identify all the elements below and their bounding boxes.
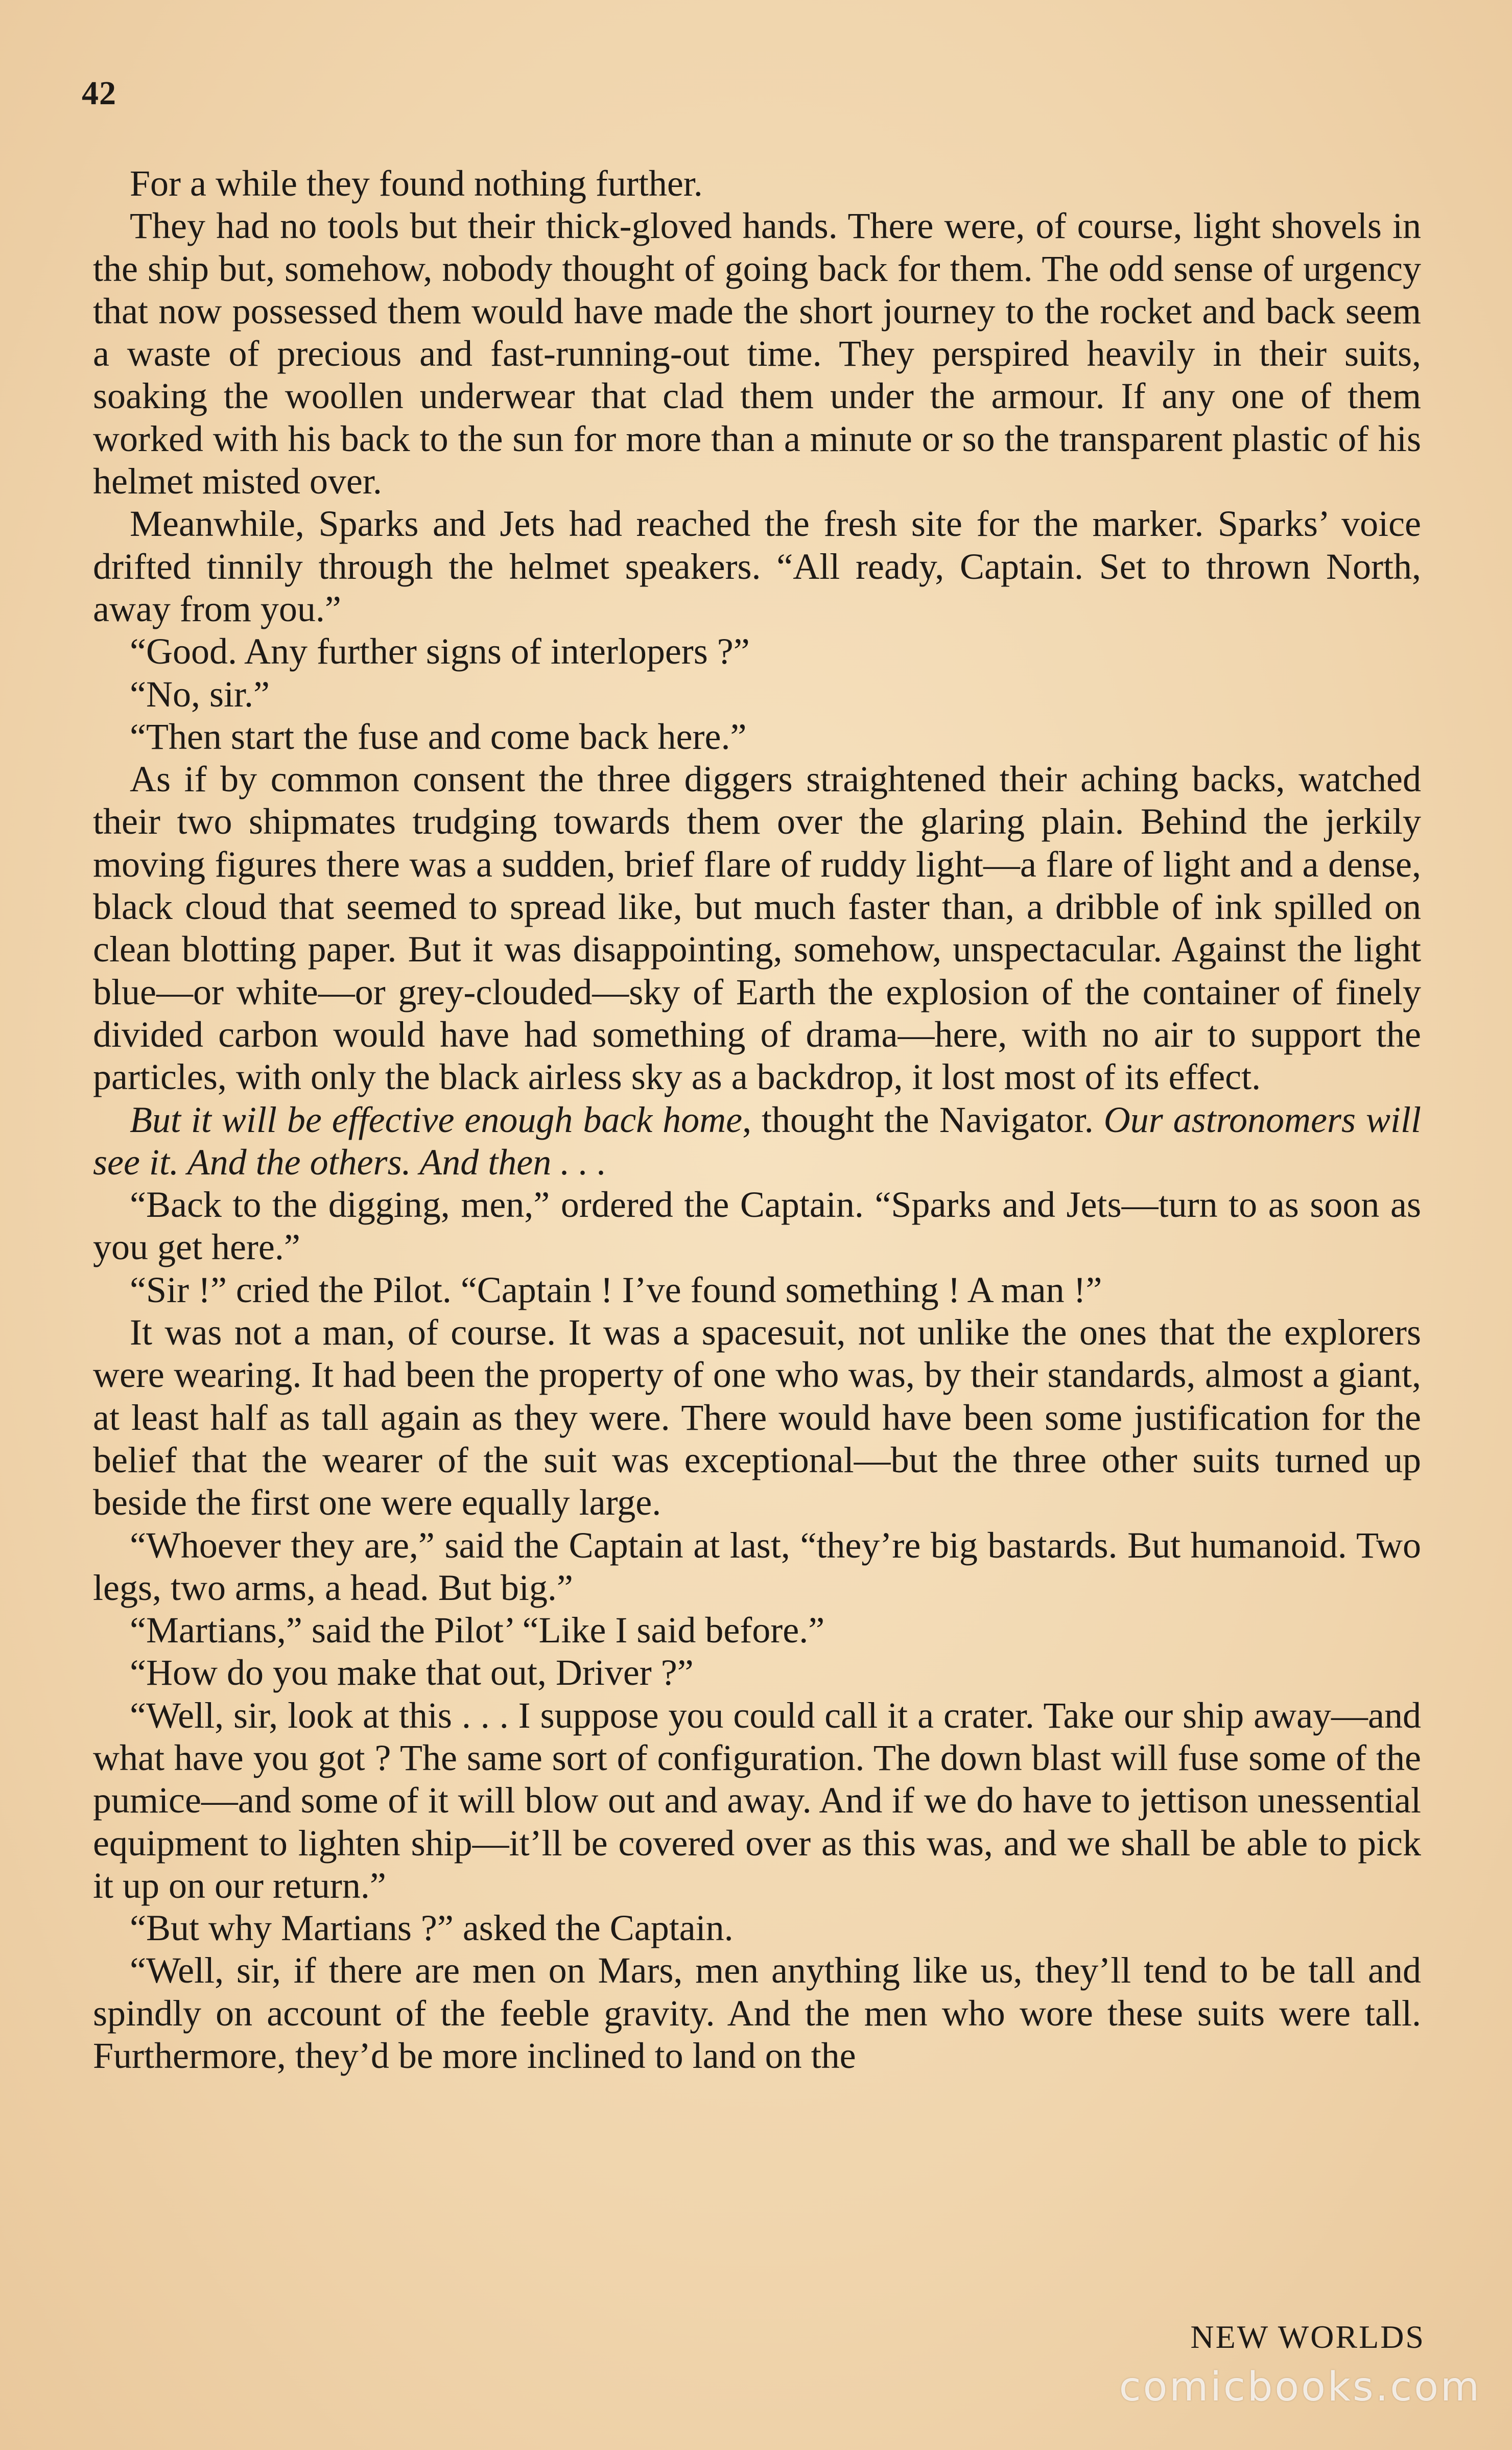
watermark: comicbooks.com: [1119, 2364, 1481, 2410]
paragraph: [93, 758, 1421, 1098]
paragraph: [93, 630, 1421, 673]
paragraph-text: “No, sir.”: [130, 673, 270, 715]
paragraph: [93, 1694, 1421, 1907]
paragraph: [93, 673, 1421, 716]
page-number: 42: [82, 75, 116, 112]
paragraph: [93, 1269, 1421, 1311]
paragraph: [93, 716, 1421, 758]
paragraph-text: , thought the Navigator.: [742, 1099, 1104, 1140]
paragraph-text: “Whoever they are,” said the Captain at last, “they’re big bastards. But humanoid. Two legs, two arms, a head. But big.”: [93, 1524, 1421, 1608]
paragraph-text: As if by common consent the three diggers straightened their aching backs, watched their two shipmates trudging towards them over the glaring plain. Behind the jerkily moving figures there was a sudden, brief flare of ruddy light—a flare of light and a dense, black cloud that seemed to spread like, but much faster than, a dribble of ink spilled on clean blotting paper. But it was disappointing, somehow, unspectacular. Against the light blue—or white—or grey-clouded—sky of Earth the explosion of the container of finely divided carbon would have had something of drama—here, with no air to support the particles, with only the black airless sky as a backdrop, it lost most of its effect.: [93, 759, 1421, 1098]
story-text: [93, 162, 1421, 2077]
paragraph-text: “Back to the digging, men,” ordered the Captain. “Sparks and Jets—turn to as soon as you get here.”: [93, 1184, 1421, 1268]
paragraph-text: They had no tools but their thick-gloved hands. There were, of course, light shovels in the ship but, somehow, nobody thought of going back for them. The odd sense of urgency that now possessed them would have made the short journey to the rocket and back seem a waste of precious and fast-running-out time. They perspired heavily in their suits, soaking the woollen underwear that clad them under the armour. If any one of them worked with his back to the sun for more than a minute or so the transparent plastic of his helmet misted over.: [93, 205, 1421, 502]
paragraph-text: “Good. Any further signs of interlopers ?”: [130, 631, 750, 672]
paragraph: [93, 162, 1421, 205]
paragraph: [93, 1311, 1421, 1524]
paragraph: [93, 1524, 1421, 1610]
paragraph-text: It was not a man, of course. It was a spacesuit, not unlike the ones that the explorers were wearing. It had been the property of one who was, by their standards, almost a giant, at least half as tall again as they were. There would have been some justification for the belief that the wearer of the suit was exceptional—but the three other suits turned up beside the first one were equally large.: [93, 1312, 1421, 1523]
paragraph: [93, 1609, 1421, 1652]
paragraph: [93, 1652, 1421, 1694]
paragraph-text: “Then start the fuse and come back here.”: [130, 716, 747, 757]
paragraph: [93, 1949, 1421, 2077]
italic-text: But it will be effective enough back home: [130, 1099, 743, 1140]
paragraph-text: “Well, sir, look at this . . . I suppose you could call it a crater. Take our ship away—and what have you got ? The same sort of configuration. The down blast will fuse some of the pumice—and some of it will blow out and away. And if we do have to jettison unessential equipment to lighten ship—it’ll be covered over as this was, and we shall be able to pick it up on our return.”: [93, 1694, 1421, 1906]
paragraph-text: “But why Martians ?” asked the Captain.: [130, 1907, 734, 1949]
paragraph-italic-thought: [93, 1099, 1421, 1184]
paragraph-text: “How do you make that out, Driver ?”: [130, 1652, 694, 1693]
magazine-footer: NEW WORLDS: [1190, 2319, 1425, 2355]
italic-text: Our astronomers will see it. And the others. And then . . .: [93, 1099, 1422, 1183]
paragraph: [93, 503, 1421, 630]
paragraph: [93, 205, 1421, 503]
paragraph-text: “Well, sir, if there are men on Mars, men anything like us, they’ll tend to be tall and spindly on account of the feeble gravity. And the men who wore these suits were tall. Furthermore, they’d be more inclined to land on the: [93, 1950, 1421, 2077]
paragraph-text: Meanwhile, Sparks and Jets had reached the fresh site for the marker. Sparks’ voice drifted tinnily through the helmet speakers. “All ready, Captain. Set to thrown North, away from you.”: [93, 503, 1421, 629]
paragraph-text: “Martians,” said the Pilot’ “Like I said before.”: [130, 1610, 825, 1651]
paragraph: [93, 1184, 1421, 1269]
paragraph: [93, 1907, 1421, 1949]
paragraph-text: For a while they found nothing further.: [130, 163, 703, 204]
paragraph-text: “Sir !” cried the Pilot. “Captain ! I’ve found something ! A man !”: [130, 1269, 1102, 1310]
